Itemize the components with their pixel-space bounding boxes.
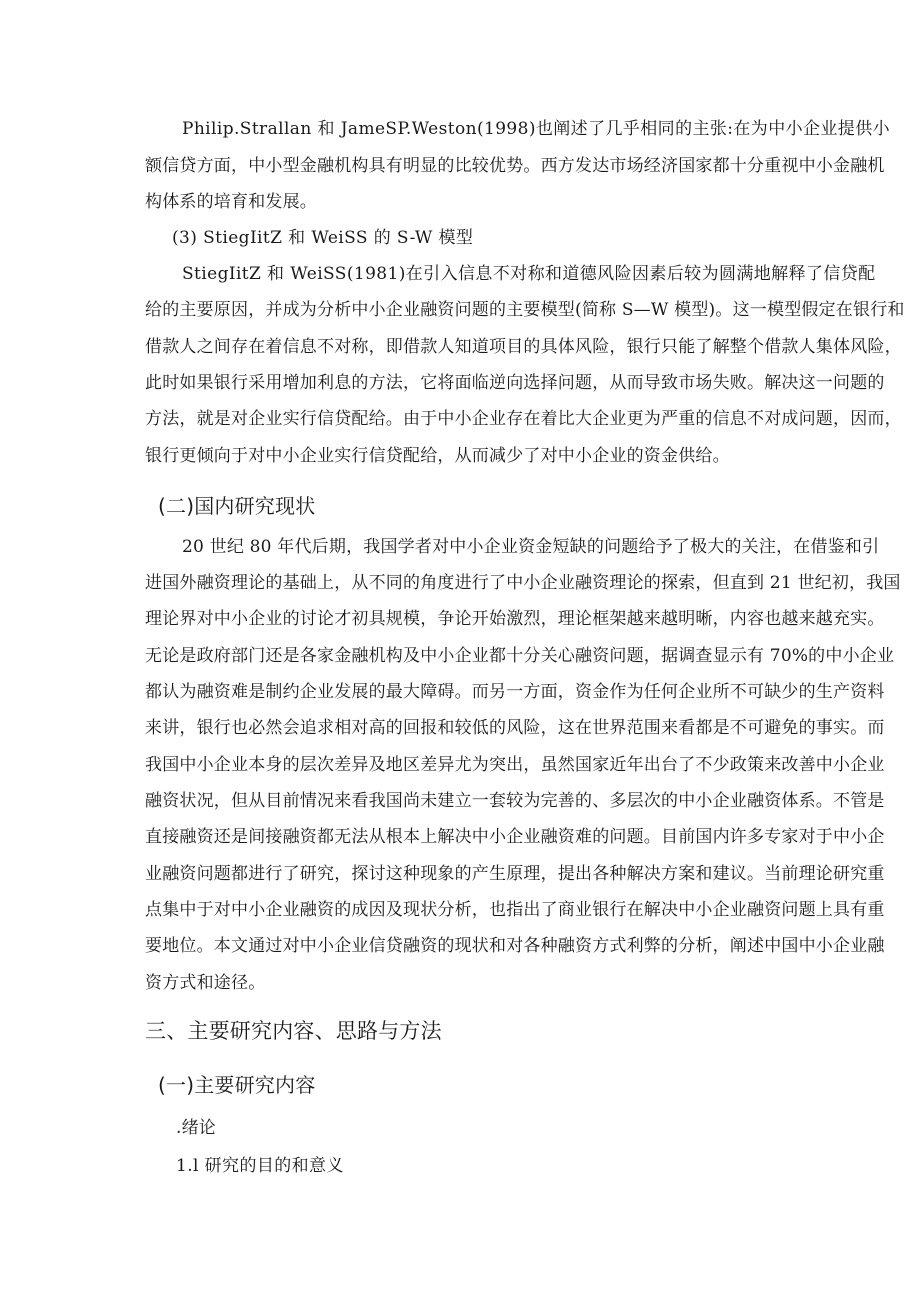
paragraph-3-line-4: 无论是政府部门还是各家金融机构及中小企业都十分关心融资问题，据调查显示有 70%的中小企业	[145, 646, 895, 666]
paragraph-3-line-5: 都认为融资难是制约企业发展的最大障碍。而另一方面，资金作为任何企业所不可缺少的生产资料	[145, 682, 885, 702]
paragraph-3-line-6: 来讲，银行也必然会追求相对高的回报和较低的风险，这在世界范围来看都是不可避免的事实。而	[145, 718, 885, 738]
paragraph-3-line-1: 20 世纪 80 年代后期，我国学者对中小企业资金短缺的问题给予了极大的关注，在借鉴和引	[182, 537, 880, 557]
paragraph-2-line-4: 此时如果银行采用增加利息的方法，它将面临逆向选择问题，从而导致市场失败。解决这一问题的	[145, 373, 885, 393]
paragraph-2-line-1: StiegIitZ 和 WeiSS(1981)在引入信息不对称和道德风险因素后较为圆满地解释了信贷配	[182, 264, 876, 284]
paragraph-2-line-5: 方法，就是对企业实行信贷配给。由于中小企业存在着比大企业更为严重的信息不对成问题，因而，	[145, 409, 902, 429]
paragraph-1-line-1: Philip.Strallan 和 JameSP.Weston(1998)也阐述了几乎相同的主张:在为中小企业提供小	[182, 119, 891, 139]
paragraph-3-line-7: 我国中小企业本身的层次差异及地区差异尤为突出，虽然国家近年出台了不少政策来改善中小企业	[145, 755, 885, 775]
intro-item: .绪论	[176, 1118, 217, 1138]
paragraph-3-line-11: 点集中于对中小企业融资的成因及现状分析，也指出了商业银行在解决中小企业融资问题上具有重	[145, 900, 885, 920]
section-3-heading: 三、主要研究内容、思路与方法	[145, 1019, 442, 1043]
paragraph-1-line-3: 构体系的培育和发展。	[145, 192, 317, 212]
paragraph-3-line-9: 直接融资还是间接融资都无法从根本上解决中小企业融资难的问题。目前国内许多专家对于中小企	[145, 827, 885, 847]
paragraph-2-line-3: 借款人之间存在着信息不对称，即借款人知道项目的具体风险，银行只能了解整个借款人集体风险，	[145, 337, 902, 357]
domestic-research-heading: (二)国内研究现状	[158, 494, 316, 518]
paragraph-2-line-6: 银行更倾向于对中小企业实行信贷配给，从而减少了对中小企业的资金供给。	[145, 446, 730, 466]
paragraph-3-line-8: 融资状况，但从目前情况来看我国尚未建立一套较为完善的、多层次的中小企业融资体系。不管是	[145, 791, 885, 811]
paragraph-3-line-2: 进国外融资理论的基础上，从不同的角度进行了中小企业融资理论的探索，但直到 21 世纪初，我国	[145, 573, 901, 593]
paragraph-1-line-2: 额信贷方面，中小型金融机构具有明显的比较优势。西方发达市场经济国家都十分重视中小金融机	[145, 156, 885, 176]
sw-model-heading: (3) StiegIitZ 和 WeiSS 的 S-W 模型	[172, 228, 474, 248]
paragraph-2-line-2: 给的主要原因，并成为分析中小企业融资问题的主要模型(简称 S—W 模型)。这一模型假定在银行和	[145, 300, 905, 320]
item-1-1: 1.l 研究的目的和意义	[176, 1156, 344, 1176]
paragraph-3-line-10: 业融资问题都进行了研究，探讨这种现象的产生原理，提出各种解决方案和建议。当前理论研究重	[145, 864, 885, 884]
paragraph-3-line-12: 要地位。本文通过对中小企业信贷融资的现状和对各种融资方式利弊的分析，阐述中国中小企业融	[145, 936, 885, 956]
paragraph-3-line-3: 理论界对中小企业的讨论才初具规模，争论开始激烈，理论框架越来越明晰，内容也越来越充实。	[145, 609, 885, 629]
paragraph-3-line-13: 资方式和途径。	[145, 973, 266, 993]
main-research-content-heading: (一)主要研究内容	[158, 1073, 316, 1097]
